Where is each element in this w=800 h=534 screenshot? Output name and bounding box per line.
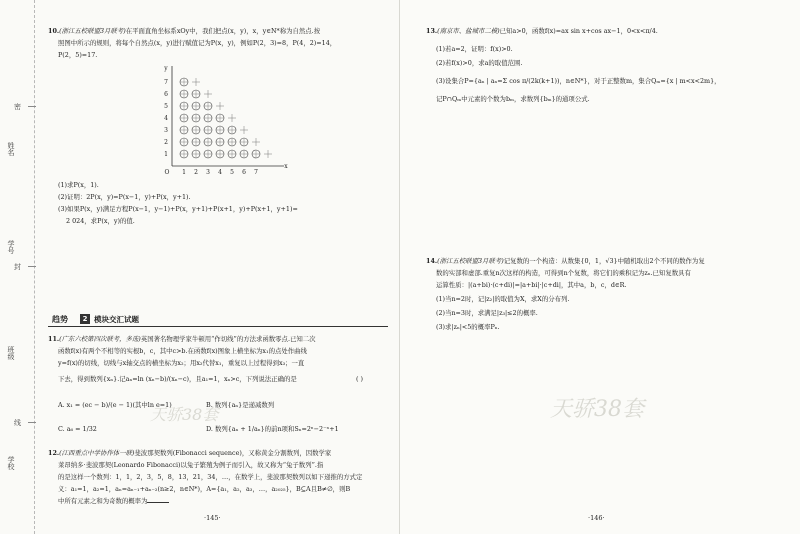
q12-answer-blank [147, 502, 169, 503]
watermark-left: 天骄38套 [150, 405, 219, 424]
x-tick-label: 1 [182, 169, 186, 176]
q14-sub1: (1)当n=2时，记|z₂|的取值为X，求X的分布列. [436, 295, 570, 303]
q14-sub3: (3)求|zₙ|<5的概率Pₙ. [436, 323, 500, 331]
q11-text-1: 英国著名物理学家牛顿用“作切线”的方法求函数零点.已知二次 [140, 335, 316, 343]
binding-mark-line: 线 [14, 419, 21, 427]
y-tick-label: 4 [164, 115, 168, 122]
trend-header [48, 314, 388, 327]
binding-id-label: 学号 [7, 240, 15, 254]
q13-number: 13. [426, 27, 438, 35]
q14-line1 [426, 256, 705, 266]
q14-number: 14. [426, 257, 438, 265]
page-number-right: ·146· [588, 514, 605, 522]
origin-label: O [164, 169, 170, 176]
q11-option-b: B. 数列{aₙ}是递减数列 [206, 401, 275, 409]
q10-source: (浙江五校联盟3月联考) [59, 27, 126, 35]
q10-text-1: 在平面直角坐标系xOy中，我们把点(x，y)，x，y∈N*称为自然点.按 [125, 27, 321, 35]
q12-text-2: 莱昂纳多·斐波那契(Leonardo Fibonacci)以兔子繁殖为例子而引入，故又称为“兔子数列”.指 [58, 461, 324, 469]
q10-text-3: P(2，5)=17. [58, 51, 98, 59]
q10-sub2: (2)证明：2P(x，y)=P(x−1，y)+P(x，y+1). [58, 193, 191, 201]
q11-option-d: D. 数列{aₙ + 1/aₙ}的前n项和Sₙ=2ⁿ−2⁻ⁿ+1 [206, 425, 339, 433]
q13-sub1: (1)若a=2，证明：f(x)>0. [436, 45, 513, 53]
trend-title: 模块交汇试题 [94, 315, 139, 324]
y-tick-label: 7 [164, 79, 168, 86]
q10-sub3b: 2 024，求P(x，y)的值. [66, 217, 135, 225]
page-number-left: ·145· [204, 514, 221, 522]
q10-sub3a: (3)如果P(x，y)满足方程P(x−1，y−1)+P(x，y+1)+P(x+1，y)+P(x+1，y+1)= [58, 205, 298, 213]
binding-strip [0, 0, 35, 534]
q11-source: (广东六校第四次联考，多选) [59, 335, 141, 343]
q12-line1 [48, 448, 331, 458]
y-axis-label: y [164, 65, 168, 72]
binding-mark-seal-2: 封 [14, 263, 21, 271]
q11-option-a: A. x₁ = (ec − b)/(e − 1)(其中ln e=1) [58, 401, 172, 409]
x-tick-label: 5 [230, 169, 234, 176]
x-tick-label: 7 [254, 169, 258, 176]
binding-grade-label: 班级 [7, 346, 15, 360]
x-axis-label: x [284, 163, 288, 170]
q14-sub2: (2)当n=3时，求满足|z₃|≤2的概率. [436, 309, 538, 317]
q11-text-3: y=f(x)的切线，切线与x轴交点的横坐标为x₂；用x₂代替x₁，重复以上过程得到x₃；一直 [58, 359, 305, 367]
q13-sub2: (2)若f(x)>0，求a的取值范围. [436, 59, 523, 67]
x-tick-label: 3 [206, 169, 210, 176]
q11-number: 11. [48, 335, 60, 343]
trend-label: 趋势 [52, 315, 68, 324]
q13-sub3a: (3)设集合P={aₙ | aₙ=Σ cos π/(2k(k+1))，n∈N*}，对于正整数m，集合Qₘ={x | m<x<2m}， [436, 77, 721, 85]
q12-number: 12. [48, 449, 60, 457]
x-tick-label: 2 [194, 169, 198, 176]
q12-text-5 [58, 496, 169, 506]
q12-source: (江西重点中学协作体一联) [59, 449, 135, 457]
q10-text-2: 照图中所示的规则，将每个自然点(x，y)进行赋值记为P(x，y)，例如P(2，3)=8，P(4，2)=14， [58, 39, 337, 47]
q13-line1 [426, 26, 658, 36]
y-tick-label: 2 [164, 139, 168, 146]
q13-source: (南京市、盐城市二模) [437, 27, 500, 35]
right-page [400, 0, 800, 534]
q12-text-1: 斐波那契数列(Fibonacci sequence)，又称黄金分割数列，因数学家 [134, 449, 332, 457]
q11-text-2: 函数f(x)有两个不相等的实根b，c，其中c>b.在函数f(x)图象上横坐标为x₁的点处作曲线 [58, 347, 307, 355]
q11-option-c: C. a₆ = 1/32 [58, 425, 97, 433]
q11-line1 [48, 334, 316, 344]
q14-source: (浙江五校联盟3月联考) [437, 257, 504, 265]
y-tick-label: 5 [164, 103, 168, 110]
q11-answer-paren: ( ) [356, 375, 364, 383]
q10-sub1: (1)求P(x，1). [58, 181, 99, 189]
q12-text-5-content: 中所有元素之和为奇数的概率为 [58, 497, 148, 505]
binding-school-label: 学校 [7, 456, 15, 470]
q14-text-1: 记复数的一个构造：从数集{0，1，√3}中随机取出2个不同的数作为复 [503, 257, 705, 265]
binding-mark-seal: 密 [14, 103, 21, 111]
q13-text-1: 已知a>0，函数f(x)=ax sin x+cos ax−1，0<x<π/4. [499, 27, 658, 35]
trend-number-badge: 2 [80, 314, 90, 324]
y-tick-label: 6 [164, 91, 168, 98]
x-tick-label: 4 [218, 169, 222, 176]
q10-number: 10. [48, 27, 60, 35]
q13-sub3b: 记P∩Qₘ中元素的个数为bₘ，求数列{bₘ}的通项公式. [436, 95, 590, 103]
q11-text-4: 下去，得到数列{xₙ}.记aₙ=ln (xₙ−b)/(xₙ−c)，且a₁=1，xₙ>c，下列说法正确的是 [58, 375, 297, 383]
y-tick-label: 3 [164, 127, 168, 134]
x-tick-label: 6 [242, 169, 246, 176]
watermark-right: 天骄38套 [550, 397, 644, 422]
q14-text-3: 运算性质：|(a+bi)·(c+di)|=|a+bi|·|c+di|，其中a，b，c，d∈R. [436, 281, 627, 289]
y-tick-label: 1 [164, 151, 168, 158]
binding-name-label: 姓名 [7, 142, 15, 156]
natural-point-graph [158, 62, 288, 180]
q14-text-2: 数的实部和虚部.重复n次这样的构造，可得到n个复数，将它们的乘积记为zₙ.已知复数具有 [436, 269, 691, 277]
q10-line1 [48, 26, 320, 36]
q12-text-3: 的是这样一个数列：1，1，2，3，5，8，13，21，34，…，在数学上，斐波那契数列以如下递推的方式定 [58, 473, 363, 481]
q12-text-4: 义：a₁=1，a₂=1，aₙ=aₙ₋₁+aₙ₋₂(n≥2，n∈N*)，A={a₁，a₂，a₃，…，a₂₀₂₅}，B⊆A且B≠∅，则B [58, 485, 351, 493]
